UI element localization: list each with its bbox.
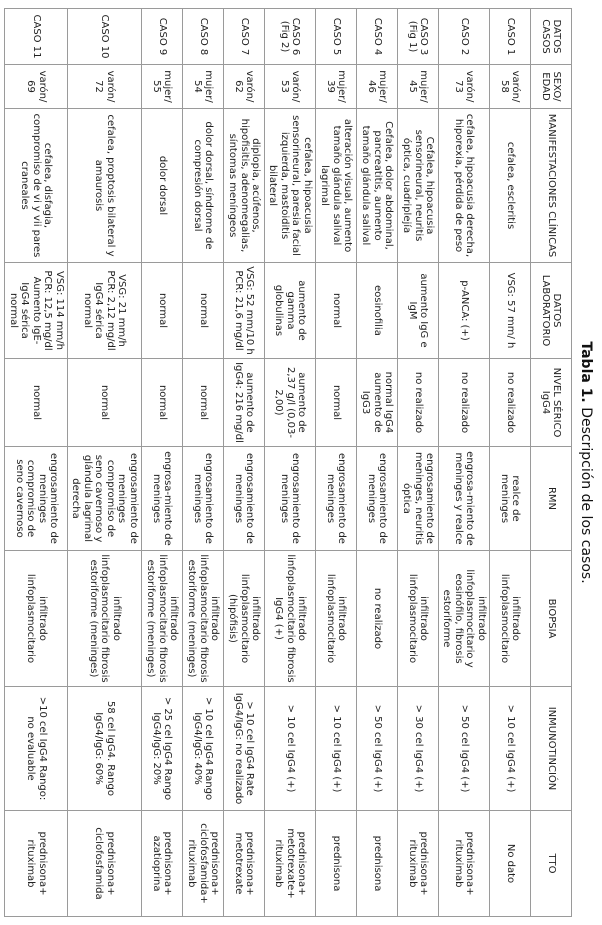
table-row <box>265 9 316 917</box>
column-header: DATOS CASOS <box>531 9 572 65</box>
table-row <box>439 9 490 917</box>
table-cell: CASO 5 <box>316 9 357 65</box>
table-cell: cefalea, hipoacusia sensorineural, paresia facial izquierda, mastoiditis bilateral <box>265 109 316 263</box>
table-cell: prednisona+ rituximab <box>398 811 439 917</box>
table-cell: mujer/ 54 <box>183 65 224 109</box>
table-cell: >10 cel IgG4 Rango: no evaluable <box>5 687 68 811</box>
table-cell: > 30 cel IgG4 (+) <box>398 687 439 811</box>
cases-table <box>5 8 573 917</box>
table-cell: no realizado <box>490 359 531 447</box>
table-cell: CASO 7 <box>224 9 265 65</box>
table-cell: normal <box>316 359 357 447</box>
table-cell: prednisona <box>316 811 357 917</box>
table-cell: p-ANCA: (+) <box>439 263 490 359</box>
table-cell: CASO 6 (Fig 2) <box>265 9 316 65</box>
table-row <box>183 9 224 917</box>
table-cell: VSG: 114 mm/h PCR: 12,5 mg/dl Aumento IgE- IgG4 sérica normal <box>5 263 68 359</box>
table-cell: infiltrado linfoplasmocitario y eosinófilo, fibrosis estoriforme <box>439 551 490 687</box>
table-cell: > 50 cel IgG4 (+) <box>357 687 398 811</box>
table-row <box>5 9 68 917</box>
column-header: BIOPSIA <box>531 551 572 687</box>
table-cell: dolor dorsal <box>142 109 183 263</box>
table-row <box>316 9 357 917</box>
table-cell: normal <box>183 263 224 359</box>
table-cell: > 10 cel IgG4 Rate IgG4/IgG: no realizado <box>224 687 265 811</box>
table-cell: no realizado <box>357 551 398 687</box>
table-cell: prednisona+ azatioprina <box>142 811 183 917</box>
table-cell: Cefalea, hipoacusia sensorineural, neuritis óptica, cuadriplejía <box>398 109 439 263</box>
table-cell: normal <box>142 359 183 447</box>
table-cell: infiltrado linfoplasmocitario fibrosis estoriforme (meninges) <box>183 551 224 687</box>
table-cell: engrosa-miento de meninges <box>142 447 183 551</box>
table-cell: no realizado <box>439 359 490 447</box>
table-cell: normal <box>142 263 183 359</box>
column-header: RMN <box>531 447 572 551</box>
table-cell: cefalea, escleritis <box>490 109 531 263</box>
table-cell: engrosamiento de meninges <box>183 447 224 551</box>
table-cell: engrosa-miento de meninges y realce <box>439 447 490 551</box>
table-cell: mujer/ 46 <box>357 65 398 109</box>
table-cell: CASO 9 <box>142 9 183 65</box>
table-cell: cefalea, hipoacusia derecha, hiporexia, pérdida de peso <box>439 109 490 263</box>
table-cell: varón/ 73 <box>439 65 490 109</box>
column-header: SEXO/ EDAD <box>531 65 572 109</box>
column-header: INMUNOTINCIÓN <box>531 687 572 811</box>
table-cell: prednisona <box>357 811 398 917</box>
table-cell: engrosamiento de meninges compromiso de seno cavernoso <box>5 447 68 551</box>
table-cell: prednisona+ ciclofosfamida+ rituximab <box>183 811 224 917</box>
table-cell: normal <box>5 359 68 447</box>
table-row <box>224 9 265 917</box>
table-cell: infiltrado linfoplasmocitario <box>316 551 357 687</box>
table-cell: normal <box>316 263 357 359</box>
table-cell: CASO 8 <box>183 9 224 65</box>
table-cell: cefalea, proptosis bilateral y amaurosis <box>68 109 142 263</box>
column-header: TTO <box>531 811 572 917</box>
table-cell: VSG: 52 mm/10 h PCR: 21,6 mg/dl <box>224 263 265 359</box>
table-cell: mujer/ 45 <box>398 65 439 109</box>
table-cell: diplopia, acúfenos, hipofisitis, adenomegalias, síntomas meníngeos <box>224 109 265 263</box>
table-cell: aumento IgG e IgM <box>398 263 439 359</box>
table-cell: CASO 2 <box>439 9 490 65</box>
table-cell: VSG: 57 mm/ h <box>490 263 531 359</box>
table-cell: dolor dorsal, síndrome de compresión dorsal <box>183 109 224 263</box>
table-cell: > 50 cel IgG4 (+) <box>439 687 490 811</box>
table-cell: aumento de gamma globulinas <box>265 263 316 359</box>
column-header: NIVEL SÉRICO IgG4 <box>531 359 572 447</box>
table-cell: infiltrado linfoplasmocitario (hipófisis) <box>224 551 265 687</box>
table-cell: CASO 3 (Fig 1) <box>398 9 439 65</box>
table-cell: > 10 cel IgG4 (+) <box>265 687 316 811</box>
table-cell: CASO 1 <box>490 9 531 65</box>
table-cell: prednisona+ metotrexate+ rituximab <box>265 811 316 917</box>
table-cell: infiltrado linfoplasmocitario fibrosis estoriforme (meninges) <box>142 551 183 687</box>
table-cell: no realizado <box>398 359 439 447</box>
table-cell: prednisona+ metotrexate <box>224 811 265 917</box>
table-cell: > 10 cel IgG4 (+) <box>316 687 357 811</box>
table-cell: engrosamiento de meninges <box>265 447 316 551</box>
table-cell: infiltrado linfoplasmocitario fibrosis IgG4 (+) <box>265 551 316 687</box>
table-cell: engrosamiento de meninges compromiso de seno cavernoso y glándula lagrimal derecha <box>68 447 142 551</box>
table-cell: aumento de 2,37 g/l (0,03-2,00) <box>265 359 316 447</box>
table-cell: infiltrado linfoplasmocitario <box>5 551 68 687</box>
table-row <box>490 9 531 917</box>
table-cell: prednisona+ rituximab <box>5 811 68 917</box>
table-cell: Cefalea, dolor abdominal, pancreatitis, aumento tamaño glándula salival <box>357 109 398 263</box>
table-cell: CASO 11 <box>5 9 68 65</box>
table-cell: normal <box>68 359 142 447</box>
table-cell: engrosamiento de meninges <box>224 447 265 551</box>
table-cell: > 25 cel IgG4 Rango IgG4/IgG: 20% <box>142 687 183 811</box>
table-cell: > 10 cel IgG4 Rango IgG4/IgG: 40% <box>183 687 224 811</box>
header-row <box>531 9 572 917</box>
table-cell: eosinofilia <box>357 263 398 359</box>
table-caption <box>578 0 594 925</box>
table-row <box>142 9 183 917</box>
table-cell: CASO 10 <box>68 9 142 65</box>
table-cell: varón/ 72 <box>68 65 142 109</box>
caption-text: Descripción de los casos. <box>578 407 594 584</box>
table-cell: alteración visual, aumento tamaño glándula salival lagrimal <box>316 109 357 263</box>
table-cell: varón/ 69 <box>5 65 68 109</box>
table-cell: varón/ 62 <box>224 65 265 109</box>
table-cell: prednisona+ rituximab <box>439 811 490 917</box>
caption-label: Tabla 1. <box>578 341 594 403</box>
table-cell: No dato <box>490 811 531 917</box>
table-cell: infiltrado linfoplasmocitario fibrosis estoriforme (meninges) <box>68 551 142 687</box>
table-cell: infiltrado linfoplasmocitario <box>490 551 531 687</box>
table-cell: prednisona+ ciclofosfamida <box>68 811 142 917</box>
table-cell: mujer/ 55 <box>142 65 183 109</box>
table-row <box>398 9 439 917</box>
table-body <box>5 9 531 917</box>
table-row <box>68 9 142 917</box>
table-cell: engrosamiento de meninges <box>316 447 357 551</box>
table-row <box>357 9 398 917</box>
table-cell: cefalea, disfagia, compromiso de vi y vii pares craneales <box>5 109 68 263</box>
table-cell: 58 cel IgG4. Rango IgG4/IgG: 60% <box>68 687 142 811</box>
table-cell: VSG: 21 mm/h PCR: 2,12 mg/dl IgG4 sérica normal <box>68 263 142 359</box>
table-cell: CASO 4 <box>357 9 398 65</box>
table-cell: mujer/ 39 <box>316 65 357 109</box>
table-cell: realce de meninges <box>490 447 531 551</box>
table-cell: normal IgG4 aumento de IgG3 <box>357 359 398 447</box>
table-cell: varón/ 58 <box>490 65 531 109</box>
table-cell: engrosamiento de meninges, neuritis óptica <box>398 447 439 551</box>
column-header: DATOS LABORATORIO <box>531 263 572 359</box>
table-cell: normal <box>183 359 224 447</box>
table-cell: aumento de IgG4: 216 mg/dl <box>224 359 265 447</box>
table-cell: > 10 cel IgG4 (+) <box>490 687 531 811</box>
column-header: MANIFESTACIONES CLÍNICAS <box>531 109 572 263</box>
table-cell: engrosamiento de meninges <box>357 447 398 551</box>
table-cell: infiltrado linfoplasmocitario <box>398 551 439 687</box>
table-cell: varón/ 53 <box>265 65 316 109</box>
